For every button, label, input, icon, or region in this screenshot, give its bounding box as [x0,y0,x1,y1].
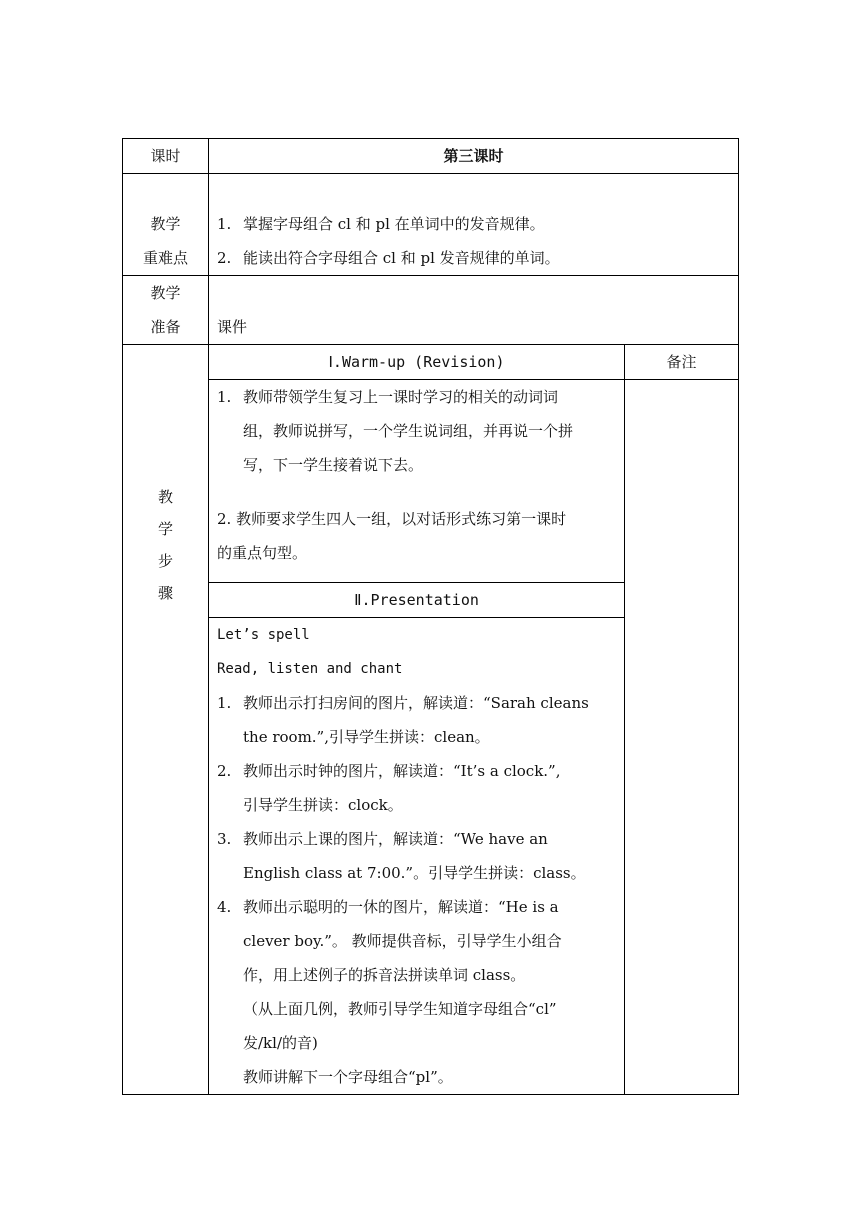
presentation-title: Ⅱ.Presentation [209,583,625,618]
notes-cell [625,380,739,1095]
note-line: （从上面几例，教师引导学生知道字母组合“cl” [243,1000,557,1018]
key-points-row [123,174,739,276]
warmup-content: 1. 教师带领学生复习上一课时学习的相关的动词词 组，教师说拼写，一个学生说词组，并再说一个拼 写，下一学生接着说下去。 2. 教师要求学生四人一组，以对话形式练习第一课时 的重点句型。 [209,380,625,583]
closing-line: 教师讲解下一个字母组合“pl”。 [243,1068,453,1086]
read-listen-chant: Read, listen and chant [217,661,403,677]
steps-label: 教 学 步 骤 [123,345,209,1095]
list-item: 2. 能读出符合字母组合 cl 和 pl 发音规律的单词。 [217,249,560,267]
list-item: 2. 教师出示时钟的图片，解读道：“It’s a clock.”, 引导学生拼读：clock。 [217,762,561,814]
note-line: 发/kl/的音) [243,1034,318,1052]
key-points-content [209,174,739,276]
preparation-label: 教学 准备 [123,276,209,345]
list-item: 1. 教师出示打扫房间的图片，解读道：“Sarah cleans the room.”,引导学生拼读：clean。 [217,694,589,746]
list-item: 1. 教师带领学生复习上一课时学习的相关的动词词 组，教师说拼写，一个学生说词组，并再说一个拼 写，下一学生接着说下去。 [217,388,574,474]
list-item: 1. 掌握字母组合 cl 和 pl 在单词中的发音规律。 [217,215,545,233]
list-item: 2. 教师要求学生四人一组，以对话形式练习第一课时 [217,510,567,528]
list-item: 4. 教师出示聪明的一休的图片，解读道：“He is a clever boy.”。 教师提供音标，引导学生小组合 作，用上述例子的拆音法拼读单词 class。 [217,898,562,984]
warmup-content-row [123,380,739,583]
lets-spell: Let’s spell [217,627,310,643]
period-row [123,139,739,174]
period-value: 第三课时 [209,139,739,174]
list-item: 3. 教师出示上课的图片，解读道：“We have an English class at 7:00.”。引导学生拼读：class。 [217,830,586,882]
lesson-plan-table [122,138,739,1095]
presentation-content [209,618,625,1095]
period-label: 课时 [123,139,209,174]
warmup-header-row [123,345,739,380]
preparation-row [123,276,739,345]
preparation-value: 课件 [209,276,739,345]
key-points-label: 教学 重难点 [123,174,209,276]
notes-header: 备注 [625,345,739,380]
warmup-title: Ⅰ.Warm-up (Revision) [209,345,625,380]
